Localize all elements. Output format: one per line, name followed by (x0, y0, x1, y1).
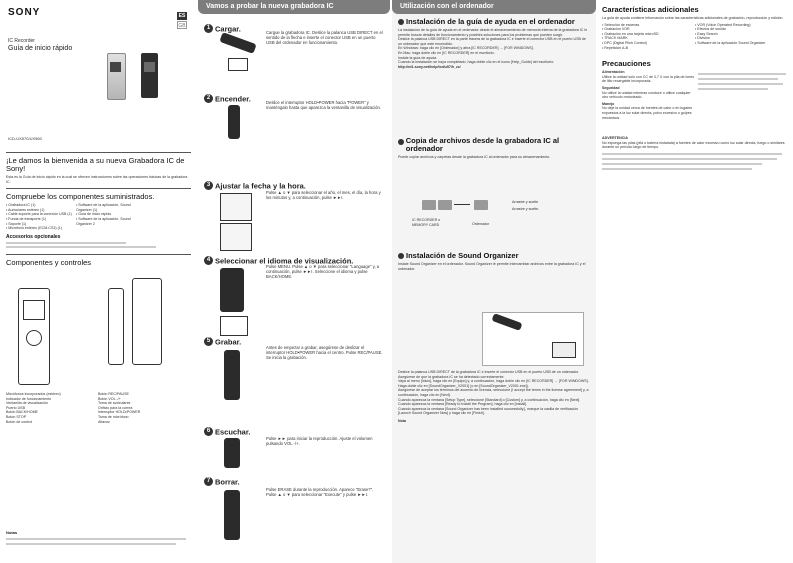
install-step: Asegúrese de aceptar los términos del acuerdo de licencia, seleccione [I accept the terms in the license agreement] y, a continuación, haga clic en [Next]. (398, 388, 589, 397)
step-title: Borrar. (215, 477, 240, 487)
folder-icon (422, 200, 436, 210)
help-step: En Mac: haga doble clic en [IC RECORDER] en el escritorio. (398, 50, 495, 55)
handling-heading: Manejo (602, 101, 615, 106)
feature-item: • División (695, 36, 710, 41)
step-number: 3 (204, 181, 213, 190)
recorder-silver-image (107, 53, 126, 100)
section-bullet (398, 139, 404, 145)
section-header: Vamos a probar la nueva grabadora IC (198, 0, 390, 14)
install-step: Vaya al menú [Inicio], haga clic en [Equipo] y, a continuación, haga doble clic en [IC RECORDER] → [FOR WINDOWS]. (398, 379, 589, 384)
install-note: Nota (398, 418, 406, 423)
legend-item: Toma de micrófono (98, 414, 129, 419)
welcome-text: Esta es la Guía de inicio rápido en la cual se ofrecen instrucciones sobre las operaciones básicas de la grabadora IC. (6, 175, 188, 184)
help-step: En Windows: haga clic en [Ordenador] y abra [IC RECORDER] → [FOR WINDOWS]. (398, 46, 534, 51)
recorder-black-image (141, 53, 158, 98)
step-title: Cargar. (215, 24, 241, 34)
legend-item: Indicador de funcionamiento (6, 396, 52, 401)
legend-item: Altavoz (98, 419, 110, 424)
warning-text: No exponga las pilas (pila o batería instalada) a fuentes de calor excesivo como luz solar directa, fuego o similares durante un período largo de tiempo. (602, 140, 785, 150)
power-heading: Alimentación (602, 70, 625, 75)
copy-files-heading: Copia de archivos desde la grabadora IC al ordenador (405, 136, 560, 153)
welcome-heading: ¡Le damos la bienvenida a su nueva Grabadora IC de Sony! (6, 156, 185, 173)
legend-item: Orificio para la correa (98, 405, 133, 410)
recorder-black-screen (144, 62, 155, 72)
legend-item: Micrófonos incorporados (estéreo) (6, 392, 61, 396)
product-name: IC Recorder (8, 38, 35, 44)
recorder-menu-image (220, 268, 244, 312)
computer-folder-icon (474, 200, 488, 210)
step-number: 2 (204, 94, 213, 103)
recorder-side-diagram (108, 288, 124, 365)
handling-text: No deje la unidad cerca de fuentes de calor o en lugares expuestos a la luz solar directa, polvo excesivo o golpes mecánicos. (602, 106, 693, 120)
legend-item: Botón de control (6, 419, 33, 424)
help-guide-link[interactable]: http://rd1.sony.net/help/icd/u57/h_zz/ (398, 64, 461, 69)
feature-item: • DPC (Digital Pitch Control) (602, 40, 647, 45)
text-block (602, 163, 762, 165)
column-quick-steps (198, 0, 390, 563)
section-header: Utilización con el ordenador (392, 0, 596, 14)
notes-heading: Notas (6, 530, 18, 535)
feature-item: • Selección de escenas (602, 22, 640, 27)
divider (6, 188, 191, 189)
copy-label: Ordenador (472, 222, 490, 226)
legend-item: Ventanilla de visualización (6, 401, 48, 406)
help-step: Deslice la palanca USB DIRECT en la parte trasera de la grabadora IC e inserte el conector USB en el puerto USB de un ordenador que esté encendido. (398, 37, 586, 46)
legend-item: Interruptor HOLD•POWER (98, 410, 141, 415)
text-block (698, 78, 778, 80)
step-text: Pulse MENU. Pulse ▲ o ▼ para seleccionar "Language" y, a continuación, pulse ►►I. Seleccione el idioma y pulse BACK/HOME. (266, 264, 380, 280)
feature-item: • Software de la aplicación Sound Organizer (695, 40, 766, 45)
copy-label: Arrastre y suelte. (512, 207, 540, 211)
text-block (602, 168, 752, 170)
text-block (698, 83, 783, 85)
copy-label: Arrastre y suelte (512, 200, 539, 204)
step-title: Seleccionar el idioma de visualización. (215, 256, 354, 266)
step-text: Deslice el interruptor HOLD•POWER hacia "POWER" y manténgalo hasta que aparezca la ventanilla de visualización. (266, 100, 381, 111)
component-item: • Grabadora IC (1) (6, 203, 36, 208)
step-text: Antes de empezar a grabar, asegúrese de deslizar el interruptor HOLD•POWER hacia el centro. Pulse REC/PAUSE. Se inicia la grabación. (266, 345, 383, 361)
legend-item: Toma de auriculares (98, 401, 131, 406)
safety-heading: Seguridad (602, 85, 620, 90)
recorder-power-image (228, 105, 240, 139)
recorder-record-image (224, 350, 240, 400)
safety-text: No utilice la unidad mientras conduce o utilice cualquier otro vehículo motorizado. (602, 90, 691, 100)
divider (6, 152, 191, 153)
feature-item: • Easy Search (695, 31, 718, 36)
step-number: 1 (204, 24, 213, 33)
feature-item: • VOR (Voice Operated Recording) (695, 22, 751, 27)
step-text: Pulse ERASE durante la reproducción. Aparece "Erase?". Pulse ▲ o ▼ para seleccionar "Execute" y pulse ►►I. (266, 487, 374, 498)
step-text: Cargue la grabadora IC. Deslice la palanca USB DIRECT en el sentido de la flecha e inserte el conector USB en un puerto USB del ordenador en funcionamiento. (266, 30, 383, 46)
step-text: Pulse ►► para iniciar la reproducción. Ajuste el volumen pulsando VOL -/+. (266, 436, 373, 447)
model-number: ICD-UX570/UX560 (8, 136, 42, 141)
sound-organizer-heading: Instalación de Sound Organizer (406, 251, 519, 260)
legend-item: Botón BACK/HOME (6, 410, 38, 415)
component-item: • Auriculares estéreo (1) (6, 207, 45, 212)
step-text: Pulse ▲ o ▼ para seleccionar el año, el mes, el día, la hora y los minutos y, a continuación, pulse ►►I. (266, 190, 381, 201)
text-block (6, 538, 186, 540)
component-item: • Micrófono estéreo (ECM-CS3) (1) (6, 226, 62, 231)
section-bullet (398, 19, 404, 25)
text-block (6, 543, 176, 545)
language-badge-es: ES (178, 13, 186, 19)
laptop-icon (228, 58, 248, 71)
install-step: Cuando aparezca la ventana [Setup Type], seleccione [Standard] o [Custom] y, a continuación, haga clic en [Next]. (398, 397, 581, 402)
component-item: • Guía de inicio rápido (76, 212, 112, 217)
help-step: Cuando la instalación se haya completado, haga doble clic en el icono [Help_Guide] del escritorio. (398, 60, 555, 65)
install-step: Haga doble clic en [SoundOrganizer_V2001] (o en [SoundOrganizer_V2001.exe]). (398, 383, 529, 388)
component-item: • Software de la aplicación, Sound Organizer 2 (76, 216, 131, 226)
controls-heading: Componentes y controles (6, 257, 92, 267)
components-heading: Compruebe los componentes suministrados. (6, 192, 155, 202)
text-block (698, 88, 768, 90)
power-text: Utilice la unidad solo con CC de 3,7 V con la pila de iones de litio recargable incorporada. (602, 74, 695, 84)
recorder-erase-image (224, 490, 240, 540)
legend-item: Botón REC/PAUSE (98, 392, 129, 396)
install-step: Cuando aparezca la ventana [Sound Organizer has been installed successfully.], marque la casilla de verificación [Launch Sound Organizer Now] y haga clic en [Finish]. (398, 406, 579, 416)
controls-legend (6, 392, 191, 424)
feature-item: • Repetición A-B (602, 45, 629, 50)
help-step: Instale la guía de ayuda. (398, 55, 438, 60)
recorder-control-wheel (26, 330, 42, 346)
column-additional (598, 0, 793, 563)
additional-features-heading: Características adicionales (602, 5, 699, 14)
accessories-heading: Accesorios opcionales (6, 233, 61, 240)
text-block (602, 153, 782, 155)
component-item: • Software de la aplicación, Sound Organizer (1) (76, 203, 131, 212)
divider (6, 254, 191, 255)
feature-item: • Grabación en una tarjeta microSD (602, 31, 659, 36)
column-intro (0, 0, 196, 563)
feature-item: • Efectos de sonido (695, 27, 726, 32)
column-computer (392, 0, 596, 563)
sony-logo: SONY (8, 7, 41, 18)
language-badge-gb: GB (178, 23, 186, 29)
additional-features-text: La guía de ayuda contiene información sobre las características adicionales de grabación, reproducción y edición. (602, 16, 784, 20)
folder-icon (438, 200, 452, 210)
step-title: Grabar. (215, 337, 242, 347)
section-bullet (398, 253, 404, 259)
step-title: Escuchar. (215, 427, 251, 437)
copy-files-text: Puede copiar archivos y carpetas desde la grabadora IC al ordenador para su almacenamiento. (398, 155, 551, 159)
step-number: 5 (204, 337, 213, 346)
copy-label: IC RECORDER o MEMORY CARD (412, 218, 441, 227)
install-step: Asegúrese de que la grabadora IC se ha detectado correctamente. (398, 374, 505, 379)
text-block (6, 242, 126, 244)
feature-item: • TRACK MARK (602, 36, 628, 41)
legend-item: Puerto USB (6, 405, 25, 410)
recorder-back-diagram (132, 278, 162, 365)
feature-item: • Grabación VOR (602, 27, 630, 32)
step-number: 6 (204, 427, 213, 436)
recorder-front-screen (23, 300, 45, 320)
step-title: Encender. (215, 94, 251, 104)
text-block (6, 246, 156, 248)
help-guide-heading: Instalación de la guía de ayuda en el ordenador (406, 17, 575, 26)
text-block (698, 73, 786, 75)
clock-screen-image (220, 223, 252, 251)
recorder-listen-image (224, 438, 240, 468)
help-guide-text: La instalación de la guía de ayuda en el ordenador desde el almacenamiento de memoria interna de la grabadora IC le permite buscar detalles de funcionamiento y posibles soluciones para los problemas que pueden surgir. (398, 28, 588, 37)
component-item: • Funda de transporte (1) (6, 216, 47, 221)
guide-title: Guía de inicio rápido (8, 45, 73, 52)
legend-item: Botón VOL -/+ (98, 396, 121, 401)
install-step: Cuando aparezca la ventana [Ready to Install the Program], haga clic en [Install]. (398, 402, 528, 407)
component-item: • Soporte (1) (6, 221, 27, 226)
drag-arrow-icon (454, 204, 470, 205)
step-number: 4 (204, 256, 213, 265)
step-number: 7 (204, 477, 213, 486)
warning-heading: ADVERTENCIA (602, 136, 628, 141)
install-step: Deslice la palanca USB DIRECT de la grabadora IC e inserte el conector USB en el puerto USB de un ordenador. (398, 370, 579, 374)
text-block (602, 158, 777, 160)
precautions-heading: Precauciones (602, 59, 651, 69)
clock-screen-image (220, 193, 252, 221)
laptop-icon (552, 342, 576, 358)
step-title: Ajustar la fecha y la hora. (215, 181, 306, 191)
component-item: • Cable soporte para la conexión USB (1) (6, 212, 72, 217)
sound-organizer-text: Instale Sound Organizer en el ordenador. Sound Organizer le permite intercambiar archivos entre la grabadora IC y el ordenador. (398, 262, 586, 271)
legend-item: Botón STOP (6, 414, 27, 419)
recorder-silver-screen (110, 62, 121, 72)
